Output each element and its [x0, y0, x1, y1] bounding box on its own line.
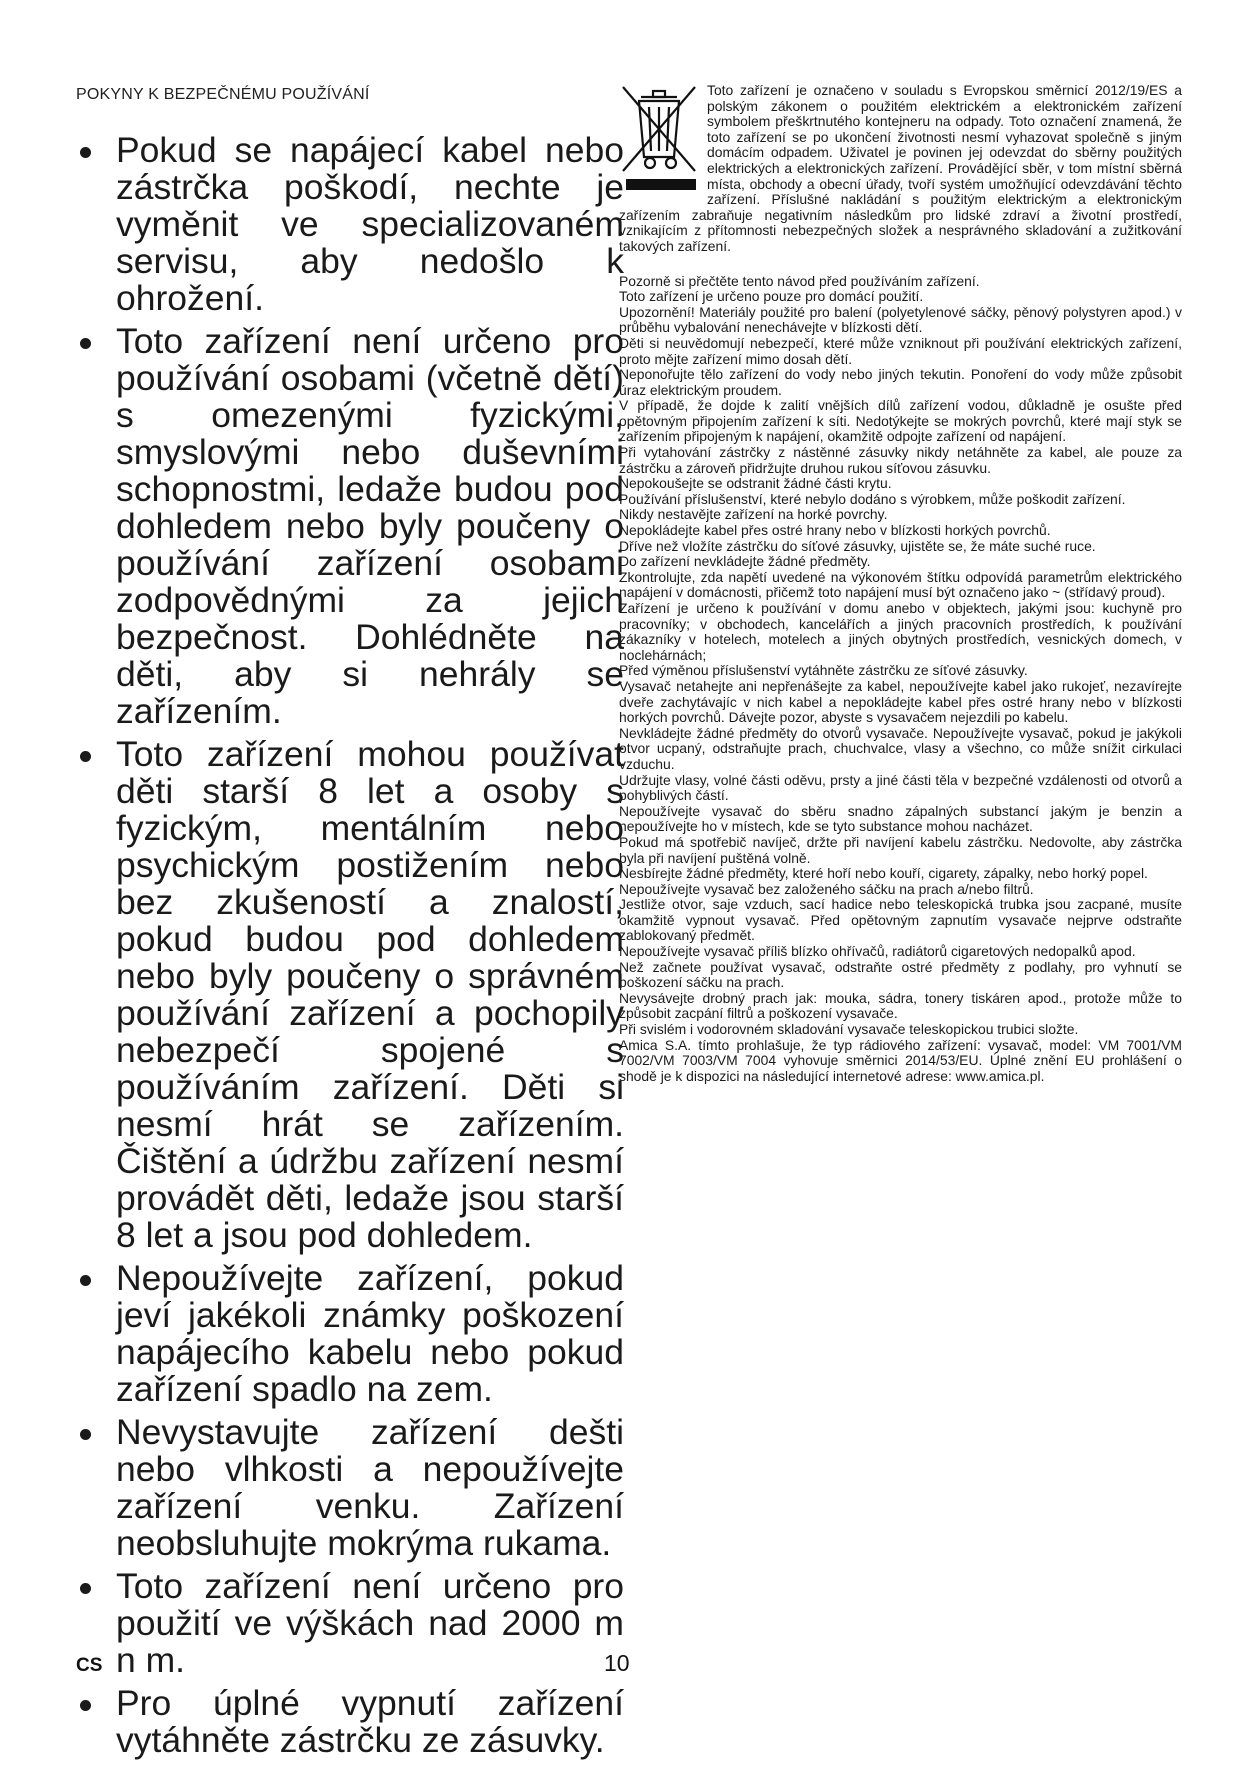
bullet-text: Nepoužívejte zařízení, pokud jeví jakékoli známky poškození napájecího kabelu nebo pokud zařízení spadlo na zem.	[116, 1258, 624, 1409]
bullet-text: Toto zařízení není určeno pro používání osobami (včetně dětí) s omezenými fyzickými, smyslovými nebo duševními schopnostmi, ledaže budou pod dohledem nebo byly poučeny o používání zařízení osobami zodpovědnými za jejich bezpečnost. Dohlédněte na děti, aby si nehrály se zařízením.	[116, 321, 624, 731]
bullet-item	[76, 1260, 624, 1408]
instruction-paragraph: Neponořujte tělo zařízení do vody nebo jiných tekutin. Ponoření do vody může způsobit úraz elektrickým proudem.	[619, 366, 1182, 398]
bullet-dot-icon	[80, 1700, 91, 1711]
instruction-paragraph: Pokud má spotřebič navíječ, držte při navíjení kabelu zástrčku. Nedovolte, aby zástrčka byla při navíjení puštěná volně.	[619, 833, 1182, 866]
instruction-paragraph: Udržujte vlasy, volné části oděvu, prsty a jiné části těla v bezpečné vzdálenosti od otvorů a pohyblivých částí.	[619, 771, 1182, 804]
weee-black-bar	[626, 179, 696, 190]
bullet-item	[76, 323, 624, 730]
safety-bullets-column	[76, 132, 624, 1765]
instruction-paragraph: Než začnete používat vysavač, odstraňte ostré předměty z podlahy, pro vyhnutí se poškození sáčku na prach.	[619, 958, 1182, 991]
bullet-text: Pro úplné vypnutí zařízení vytáhněte zástrčku ze zásuvky.	[116, 1683, 624, 1760]
instruction-paragraph: Do zařízení nevkládejte žádné předměty.	[619, 553, 871, 570]
bullet-item	[76, 736, 624, 1254]
instruction-paragraph: Nevkládejte žádné předměty do otvorů vysavače. Nepoužívejte vysavač, pokud je jakýkoli otvor ucpaný, odstraňujte prach, chuchvalce, vlasy a všechno, co může snížit cirkulaci vzduchu.	[619, 724, 1182, 772]
crossed-out-wheelie-bin-icon	[619, 83, 699, 175]
bullet-dot-icon	[80, 1583, 91, 1594]
bullet-dot-icon	[80, 1429, 91, 1440]
section-gap	[619, 255, 1182, 274]
instruction-paragraph: Nesbírejte žádné předměty, které hoří nebo kouří, cigarety, zápalky, nebo horký popel.	[619, 865, 1148, 882]
instruction-paragraph: Nepokoušejte se odstranit žádné části krytu.	[619, 475, 892, 492]
instruction-paragraph: Dříve než vložíte zástrčku do síťové zásuvky, ujistěte se, že máte suché ruce.	[619, 537, 1096, 554]
weee-symbol	[619, 83, 701, 195]
instructions-column	[619, 83, 1182, 1084]
instruction-paragraph: Při svislém i vodorovném skladování vysavače teleskopickou trubici složte.	[619, 1021, 1079, 1038]
instruction-paragraph: Děti si neuvědomují nebezpečí, které může vzniknout při používání elektrických zařízení, proto mějte zařízení mimo dosah dětí.	[619, 334, 1182, 367]
instruction-paragraph: Používání příslušenství, které nebylo dodáno s výrobkem, může poškodit zařízení.	[619, 490, 1126, 507]
instruction-paragraph: Nikdy nestavějte zařízení na horké povrchy.	[619, 506, 888, 523]
bullet-item	[76, 1568, 624, 1679]
instruction-paragraph: Zkontrolujte, zda napětí uvedené na výkonovém štítku odpovídá parametrům elektrického napájení v domácnosti, přičemž toto napájení musí být označeno jako ~ (střídavý proud).	[619, 568, 1182, 601]
bullet-dot-icon	[80, 751, 91, 762]
instruction-paragraph: Jestliže otvor, saje vzduch, sací hadice nebo teleskopická trubka jsou zacpané, musíte okamžitě vypnout vysavač. Před opětovným zapnutím vysavače nejprve odstraňte zablokovaný předmět.	[619, 896, 1182, 944]
bullet-dot-icon	[80, 147, 91, 158]
bullet-item	[76, 132, 624, 317]
bullet-item	[76, 1414, 624, 1562]
instruction-paragraph: Nepoužívejte vysavač příliš blízko ohřívačů, radiátorů cigaretových nedopalků apod.	[619, 943, 1136, 960]
bullet-item	[76, 1685, 624, 1759]
instruction-paragraph: Nepoužívejte vysavač bez založeného sáčku na prach a/nebo filtrů.	[619, 880, 1034, 897]
weee-text: Toto zařízení je označeno v souladu s Evropskou směrnicí 2012/19/ES a polským zákonem o použitém elektrickém a elektronickém zařízení symbolem přeškrtnutého kontejneru na odpady. Toto označení znamená, že toto zařízení se po ukončení životnosti nesmí vyhazovat společně s jiným domácím odpadem. Uživatel je povinen jej odevzdat do sběrny použitých elektrických a elektronických zařízení. Provádějící sběr, v tom místní sběrná místa, obchody a obecní úřady, tvoří systém umožňující odevzdávání těchto zařízení. Příslušné nakládání s použitým elektrickým a elektronickým zařízením zabraňuje negativním následkům pro lidské zdraví a životní prostředí, vznikajícím z přítomnosti nebezpečných složek a nesprávného skladování a zužitkování takových zařízení.	[619, 83, 1182, 254]
weee-notice	[619, 83, 1182, 255]
instruction-paragraph: Nepoužívejte vysavač do sběru snadno zápalných substancí jakým je benzin a nepoužívejte ho v místech, kde se tyto substance mohou nacházet.	[619, 802, 1182, 835]
bullet-text: Pokud se napájecí kabel nebo zástrčka poškodí, nechte je vyměnit ve specializovaném servisu, aby nedošlo k ohrožení.	[116, 130, 624, 318]
instruction-paragraph: Pozorně si přečtěte tento návod před používáním zařízení.	[619, 272, 980, 289]
declaration-paragraph: Amica S.A. tímto prohlašuje, že typ rádiového zařízení: vysavač, model: VM 7001/VM 7002/VM 7003/VM 7004 vyhovuje směrnici 2014/53/EU. Úplné znění EU prohlášení o shodě je k dispozici na následující internetové adrese: www.amica.pl.	[619, 1036, 1182, 1084]
instruction-paragraph: V případě, že dojde k zalití vnějších dílů zařízení vodou, důkladně je osušte před opětovným připojením zařízení k síti. Nedotýkejte se mokrých povrchů, které mají styk se zařízením připojeným k napájení, okamžitě odpojte zařízení od napájení.	[619, 397, 1182, 445]
bullet-dot-icon	[80, 1275, 91, 1286]
instruction-paragraph: Nepokládejte kabel přes ostré hrany nebo v blízkosti horkých povrchů.	[619, 522, 1051, 539]
page-heading: POKYNY K BEZPEČNÉMU POUŽÍVÁNÍ	[76, 86, 370, 103]
bullet-dot-icon	[80, 338, 91, 349]
instruction-paragraph: Vysavač netahejte ani nepřenášejte za kabel, nepoužívejte kabel jako rukojeť, nezavírejte dveře zachytávajíc v nich kabel a nepokládejte kabel přes ostré hrany nebo v blízkosti horkých povrchů. Dávejte pozor, abyste s vysavačem nejezdili po kabelu.	[619, 677, 1182, 726]
bullet-text: Toto zařízení není určeno pro použití ve výškách nad 2000 m n m.	[116, 1566, 624, 1680]
safety-bullet-list	[76, 132, 624, 1759]
instruction-paragraph: Nevysávejte drobný prach jak: mouka, sádra, tonery tiskáren apod., protože může to způsobit zacpání filtrů a poškození vysavače.	[619, 989, 1182, 1022]
bullet-text: Toto zařízení mohou používat děti starší 8 let a osoby s fyzickým, mentálním nebo psychickým postižením nebo bez zkušeností a znalostí, pokud budou pod dohledem nebo byly poučeny o správném používání zařízení a pochopily nebezpečí spojené s používáním zařízení. Děti si nesmí hrát se zařízením. Čištění a údržbu zařízení nesmí provádět děti, ledaže jsou starší 8 let a jsou pod dohledem.	[116, 734, 624, 1255]
instruction-paragraph: Upozornění! Materiály použité pro balení (polyetylenové sáčky, pěnový polystyren apod.) v průběhu vybalování nenechávejte v blízkosti dětí.	[619, 303, 1182, 336]
page-number: 10	[604, 1650, 630, 1676]
language-code: CS	[76, 1655, 103, 1676]
instruction-paragraph: Při vytahování zástrčky z nástěnné zásuvky nikdy netáhněte za kabel, ale pouze za zástrčku a zároveň přidržujte druhou rukou síťovou zásuvku.	[619, 444, 1182, 476]
instruction-paragraph: Zařízení je určeno k používání v domu anebo v objektech, jakými jsou: kuchyně pro pracovníky; v obchodech, kancelářích a jiných pracovních prostředích, k používání zákazníky v hotelech, motelech a jiných obytných prostředích, vesnických domech, v noclehárnách;	[619, 600, 1182, 663]
bullet-text: Nevystavujte zařízení dešti nebo vlhkosti a nepoužívejte zařízení venku. Zařízení neobsluhujte mokrýma rukama.	[116, 1412, 624, 1563]
instruction-paragraph: Toto zařízení je určeno pouze pro domácí použití.	[619, 288, 924, 305]
instruction-paragraph: Před výměnou příslušenství vytáhněte zástrčku ze síťové zásuvky.	[619, 662, 1028, 679]
